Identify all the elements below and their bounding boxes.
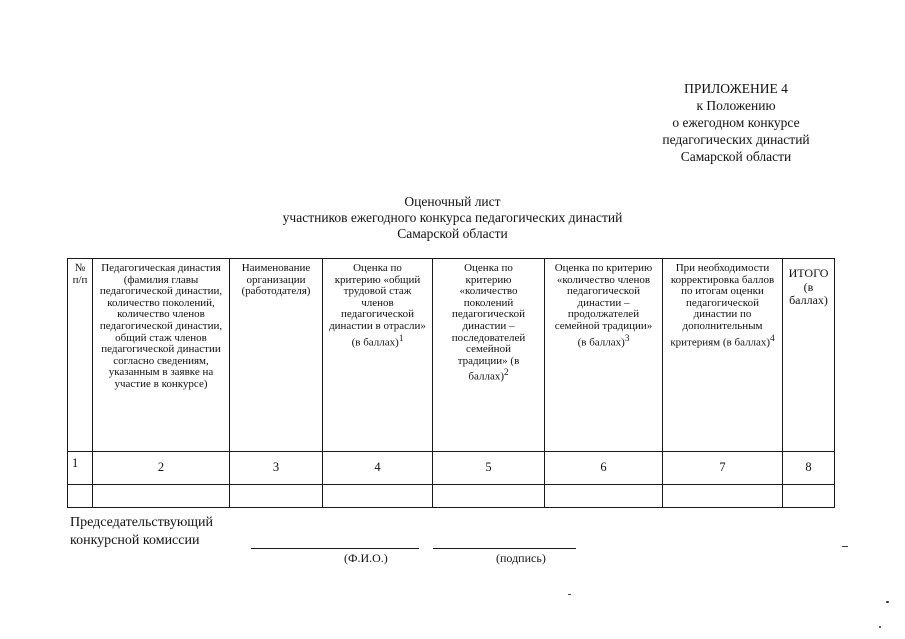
- signature-role-line: конкурсной комиссии: [70, 533, 200, 548]
- annex-line: к Положению: [696, 98, 776, 113]
- sign-caption: (подпись): [496, 551, 546, 565]
- fio-caption: (Ф.И.О.): [344, 551, 388, 565]
- scan-speck: [879, 626, 881, 628]
- column-number: 3: [230, 452, 323, 485]
- empty-cell: [93, 485, 230, 508]
- signature-role-line: Председательствующий: [70, 515, 214, 530]
- column-number: 2: [93, 452, 230, 485]
- header-cell: № п/п: [68, 259, 93, 452]
- empty-cell: [323, 485, 433, 508]
- title-line: Оценочный лист: [404, 194, 501, 209]
- header-cell: Оценка по критерию «количество поколений педагогической династии – последователей семейной традиции» (в баллах)$^2$: [433, 259, 545, 452]
- footnote-mark: 4: [770, 332, 775, 343]
- annex-heading: [626, 80, 846, 165]
- title-line: Самарской области: [397, 226, 508, 241]
- table-empty-row: [68, 485, 835, 508]
- annex-line: педагогических династий: [662, 132, 810, 147]
- empty-cell: [663, 485, 783, 508]
- header-cell: При необходимости корректировка баллов по итогам оценки педагогической династии по дополнительным критериям (в баллах)$^4$: [663, 259, 783, 452]
- scan-speck: [842, 546, 848, 547]
- header-cell: Оценка по критерию «количество членов педагогической династии – продолжателей семейной традиции» (в баллах)$^3$: [545, 259, 663, 452]
- table-header-row: [68, 259, 835, 452]
- title-line: участников ежегодного конкурса педагогических династий: [282, 210, 623, 225]
- table-number-row: [68, 452, 835, 485]
- empty-cell: [68, 485, 93, 508]
- annex-title: ПРИЛОЖЕНИЕ 4: [684, 81, 788, 96]
- empty-cell: [545, 485, 663, 508]
- header-cell: Наименование организации (работодателя): [230, 259, 323, 452]
- header-cell: Оценка по критерию «общий трудовой стаж членов педагогической династии в отрасли» (в баллах)$^1$: [323, 259, 433, 452]
- scan-speck: [886, 601, 889, 603]
- annex-line: о ежегодном конкурсе: [672, 115, 800, 130]
- annex-line: Самарской области: [680, 149, 792, 164]
- scan-speck: [568, 594, 571, 595]
- column-number: 6: [545, 452, 663, 485]
- column-number: 4: [323, 452, 433, 485]
- empty-cell: [433, 485, 545, 508]
- footnote-mark: 3: [624, 332, 630, 343]
- column-number: 7: [663, 452, 783, 485]
- evaluation-table: [67, 258, 835, 508]
- header-cell: Педагогическая династия (фамилия главы педагогической династии, количество поколений, количество членов педагогической династии, общий стаж членов педагогической династии согласно сведениям, указанным в заявке на участие в конкурсе): [93, 259, 230, 452]
- sign-signature-line: [433, 548, 576, 549]
- column-number: 1: [68, 452, 93, 485]
- column-number: 8: [783, 452, 835, 485]
- footnote-mark: 2: [504, 367, 509, 378]
- empty-cell: [230, 485, 323, 508]
- footnote-mark: 1: [398, 332, 404, 343]
- document-title: [200, 194, 705, 242]
- fio-signature-line: [251, 548, 419, 549]
- header-cell: ИТОГО (в баллах): [783, 259, 835, 452]
- column-number: 5: [433, 452, 545, 485]
- signature-role: [70, 514, 213, 550]
- empty-cell: [783, 485, 835, 508]
